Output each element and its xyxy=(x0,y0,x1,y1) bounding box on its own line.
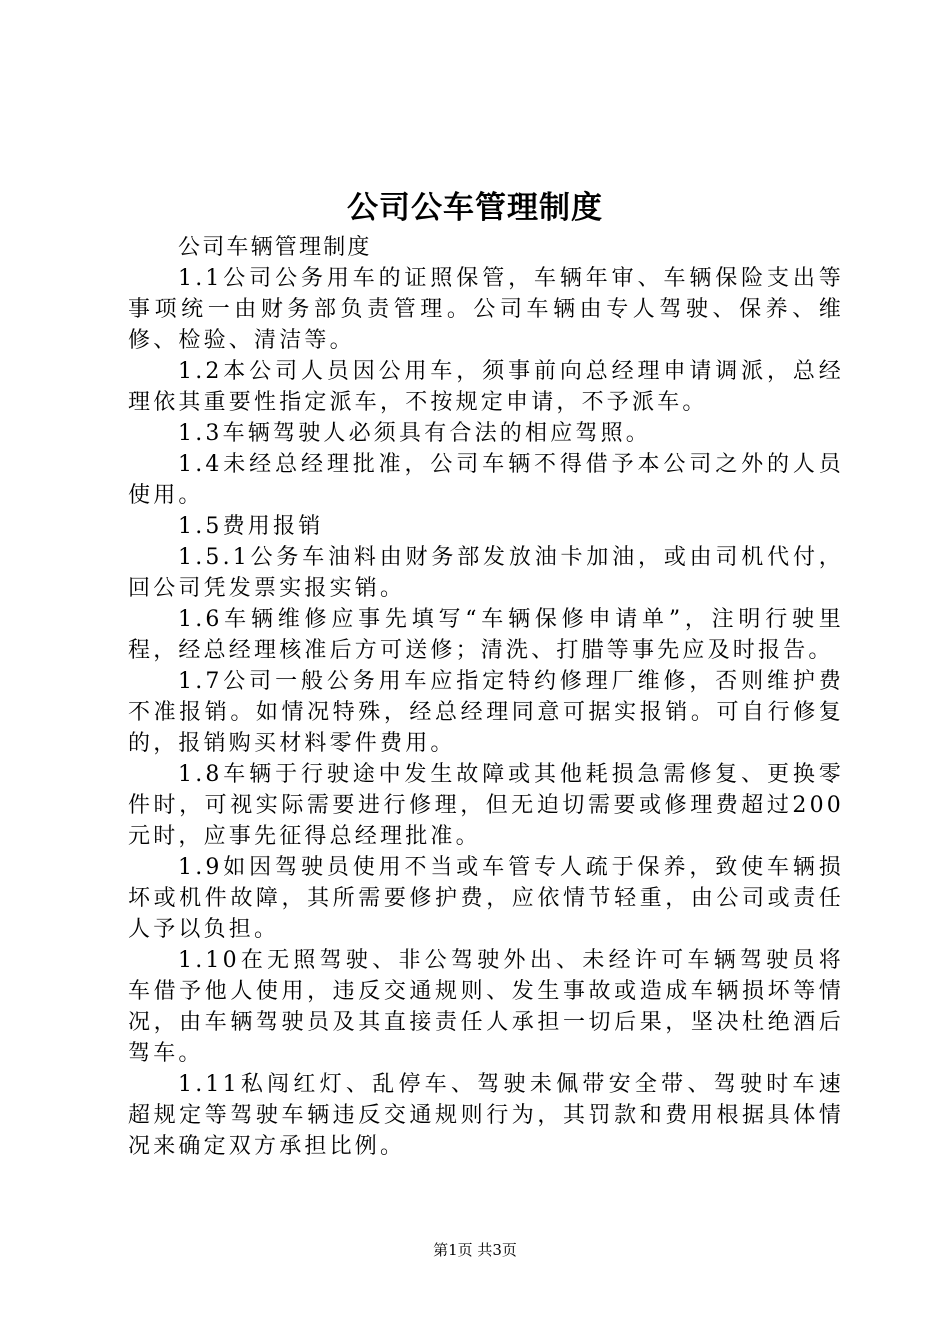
paragraph-1-1: 1.1公司公务用车的证照保管，车辆年审、车辆保险支出等事项统一由财务部负责管理。公司车辆由专人驾驶、保养、维修、检验、清洁等。 xyxy=(128,266,844,353)
paragraph-1-7: 1.7公司一般公务用车应指定特约修理厂维修，否则维护费不准报销。如情况特殊，经总经理同意可据实报销。可自行修复的，报销购买材料零件费用。 xyxy=(128,669,844,756)
paragraph-1-8: 1.8车辆于行驶途中发生故障或其他耗损急需修复、更换零件时，可视实际需要进行修理，但无迫切需要或修理费超过200元时，应事先征得总经理批准。 xyxy=(128,762,844,849)
document-title: 公司公车管理制度 xyxy=(347,190,603,226)
paragraph-1-6: 1.6车辆维修应事先填写“车辆保修申请单”，注明行驶里程，经总经理核准后方可送修；清洗、打腊等事先应及时报告。 xyxy=(128,607,844,663)
page-footer: 第1页 共3页 xyxy=(433,1241,517,1259)
document-body xyxy=(128,232,844,1162)
paragraph-1-5: 1.5费用报销 xyxy=(178,514,324,539)
paragraph-1-3: 1.3车辆驾驶人必须具有合法的相应驾照。 xyxy=(178,421,651,446)
paragraph-1-9: 1.9如因驾驶员使用不当或车管专人疏于保养，致使车辆损坏或机件故障，其所需要修护费，应依情节轻重，由公司或责任人予以负担。 xyxy=(128,855,844,942)
paragraph-1-10: 1.10在无照驾驶、非公驾驶外出、未经许可车辆驾驶员将车借予他人使用，违反交通规则、发生事故或造成车辆损坏等情况，由车辆驾驶员及其直接责任人承担一切后果，坚决杜绝酒后驾车。 xyxy=(128,948,844,1066)
paragraph-1-4: 1.4未经总经理批准，公司车辆不得借予本公司之外的人员使用。 xyxy=(128,452,844,508)
paragraph-1-5-1: 1.5.1公务车油料由财务部发放油卡加油，或由司机代付，回公司凭发票实报实销。 xyxy=(128,545,844,601)
paragraph-subtitle: 公司车辆管理制度 xyxy=(178,235,372,260)
paragraph-1-11: 1.11私闯红灯、乱停车、驾驶未佩带安全带、驾驶时车速超规定等驾驶车辆违反交通规则行为，其罚款和费用根据具体情况来确定双方承担比例。 xyxy=(128,1072,844,1159)
paragraph-1-2: 1.2本公司人员因公用车，须事前向总经理申请调派，总经理依其重要性指定派车，不按规定申请，不予派车。 xyxy=(128,359,844,415)
